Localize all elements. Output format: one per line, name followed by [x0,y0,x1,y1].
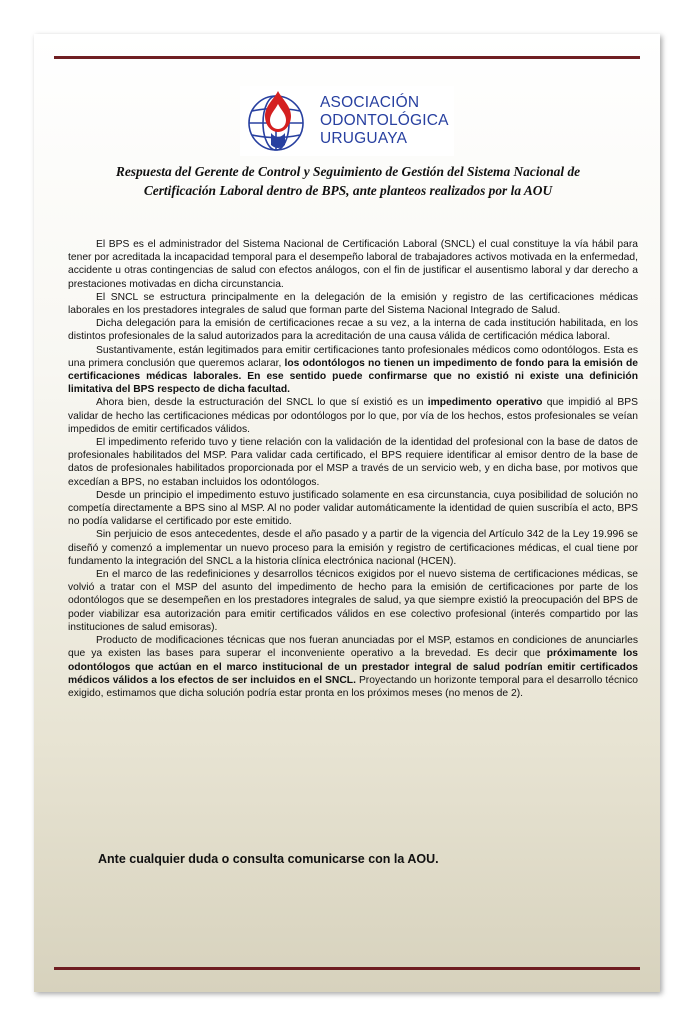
paragraph-text: Proyectando un horizonte temporal para el desarrollo técnico exigido, estimamos que dicha solución podría estar pronta en los próximos meses (no menos de 2). [68,674,638,699]
paragraph-text: Dicha delegación para la emisión de certificaciones recae a su vez, a la interna de cada institución habilitada, en los distintos profesionales de la salud autorizados para la acreditación de una causa válida de certificación médica laboral. [68,318,638,343]
paragraph-bold-text: los odontólogos no tienen un impedimento de fondo para la emisión de certificaciones médicas laborales. En ese sentido puede confirmarse que no existió ni existe una definición limitativa del BPS respecto de dicha facultad. [68,357,639,396]
paragraph-text: En el marco de las redefiniciones y desarrollos técnicos exigidos por el nuevo sistema de certificaciones médicas, se volvió a tratar con el MSP del asunto del impedimento de hecho para la emisión de certificaciones por parte de los odontólogos que se desempeñen en los prestadores integrales de salud, ya que siempre existió la preocupación del BPS de poder viabilizar esa autorización para emitir certificados válidos en ese colectivo profesional (interés compartido por las instituciones de salud emisoras). [68,569,638,633]
logo-line-1: ASOCIACIÓN [320,94,420,111]
paragraph-2 [68,291,638,317]
paragraph-6 [68,436,638,489]
paragraph-text: El impedimento referido tuvo y tiene relación con la validación de la identidad del profesional con la base de datos de profesionales habilitados del MSP. Para validar cada certificado, el BPS requiere identificar al emisor dentro de la base de datos de profesionales habilitados proporcionada por el MSP a través de un servicio web, y en dicha base, por motivos que excedían a BPS, no estaban incluidos los odontólogos. [68,437,638,488]
paragraph-text: Ahora bien, desde la estructuración del SNCL lo que sí existió es un [96,397,428,409]
aou-logo [240,86,454,156]
paragraph-4 [68,344,638,397]
paragraph-8 [68,528,638,568]
top-divider [54,56,640,59]
paragraph-10 [68,634,638,700]
paragraph-text: Sin perjuicio de esos antecedentes, desde el año pasado y a partir de la vigencia del Artículo 342 de la Ley 19.996 se diseñó y comenzó a implementar un nuevo proceso para la emisión y registro de certificaciones médicas, el cual tiene por fundamento la integración del SNCL a la historia clínica electrónica nacional (HCEN). [68,529,638,567]
paragraph-5 [68,396,638,436]
document-title: Respuesta del Gerente de Control y Seguimiento de Gestión del Sistema Nacional de Certificación Laboral dentro de BPS, ante planteos realizados por la AOU [115,164,581,198]
paragraph-3 [68,317,638,343]
document-page [34,34,660,992]
bottom-divider [54,967,640,970]
logo-line-2: ODONTOLÓGICA [320,112,449,129]
document-body [68,238,638,700]
globe-tooth-emblem-icon [242,89,314,153]
paragraph-bold-text: próximamente los odontólogos que actúan en el marco institucional de un prestador integral de salud podrían emitir certificados médicos válidos a los efectos de ser incluidos en el SNCL. [68,648,639,686]
paragraph-bold-text: impedimento operativo [427,397,543,409]
paragraph-text: que impidió al BPS validar de hecho las certificaciones médicas por odontólogos por lo que, por vía de los hechos, estos profesionales se veían impedidos de emitir certificados válidos. [68,397,638,435]
paragraph-1 [68,238,638,291]
closing-line: Ante cualquier duda o consulta comunicarse con la AOU. [98,852,439,866]
paragraph-7 [68,489,638,529]
paragraph-text: Sustantivamente, están legitimados para emitir certificaciones tanto profesionales médicos como odontólogos. Esta es una primera conclusión que queremos aclarar, [68,344,638,369]
paragraph-text: El SNCL se estructura principalmente en la delegación de la emisión y registro de las certificaciones médicas laborales en los prestadores integrales de salud que forman parte del Sistema Nacional Integrado de Salud. [68,291,638,317]
paragraph-9 [68,568,638,634]
logo-line-3: URUGUAYA [320,130,408,147]
paragraph-text: Producto de modificaciones técnicas que nos fueran anunciadas por el MSP, estamos en condiciones de anunciarles que ya existen las bases para superar el inconveniente operativo a la brevedad. Es decir que [68,635,638,660]
paragraph-text: Desde un principio el impedimento estuvo justificado solamente en esa circunstancia, cuya posibilidad de solución no competía directamente a BPS sino al MSP. Al no poder validar automáticamente la identidad de quien suscribía el acto, BPS no podía validarse el certificado por este emitido. [68,489,638,528]
paragraph-text: El BPS es el administrador del Sistema Nacional de Certificación Laboral (SNCL) el cual constituye la vía hábil para tener por acreditada la incapacidad temporal para el desempeño laboral de trabajadores activos motivada en la enfermedad, accidente u otras contingencias de salud con efectos análogos, con el fin de justificar el ausentismo laboral y dar derecho a prestaciones motivadas en dicha circunstancia. [68,239,638,290]
